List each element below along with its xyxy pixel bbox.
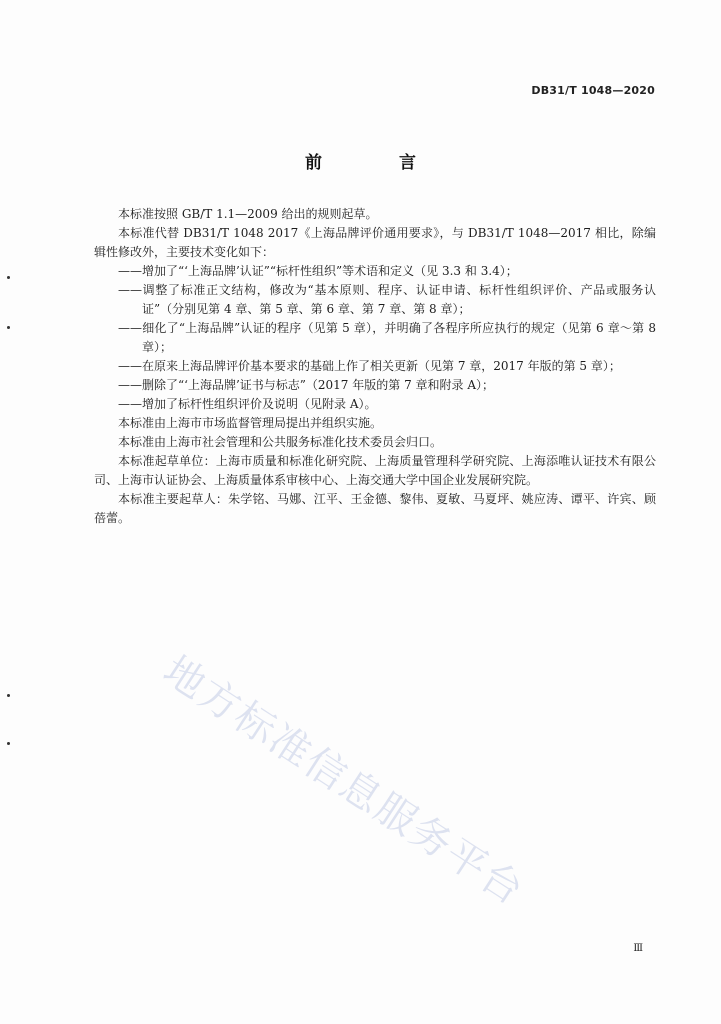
- dash-marker: ——: [118, 378, 142, 392]
- page-number: Ⅲ: [633, 943, 643, 954]
- change-item: [94, 395, 656, 414]
- change-item: [94, 376, 656, 395]
- watermark: 地方标准信息服务平台: [155, 647, 533, 915]
- change-item-text: 细化了“上海品牌”认证的程序（见第 5 章），并明确了各程序所应执行的规定（见第 6 章～第 8 章）；: [142, 321, 656, 354]
- paragraph-replacement: 本标准代替 DB31/T 1048 2017《上海品牌评价通用要求》，与 DB31/T 1048—2017 相比，除编辑性修改外，主要技术变化如下：: [94, 226, 656, 259]
- dash-marker: ——: [118, 321, 142, 335]
- paragraph-drafting-units: 本标准起草单位：上海市质量和标准化研究院、上海质量管理科学研究院、上海添唯认证技术有限公司、上海市认证协会、上海质量体系审核中心、上海交通大学中国企业发展研究院。: [94, 454, 656, 487]
- margin-mark: [7, 742, 10, 745]
- change-item-text: 删除了“‘上海品牌’证书与标志”（2017 年版的第 7 章和附录 A）；: [142, 378, 494, 392]
- change-item: [94, 281, 656, 319]
- dash-marker: ——: [118, 264, 142, 278]
- margin-mark: [7, 326, 10, 329]
- paragraph-committee: 本标准由上海市社会管理和公共服务标准化技术委员会归口。: [118, 435, 443, 449]
- change-item-text: 调整了标准正文结构，修改为“基本原则、程序、认证申请、标杆性组织评价、产品或服务认证”（分别见第 4 章、第 5 章、第 6 章、第 7 章、第 8 章）；: [142, 283, 656, 316]
- dash-marker: ——: [118, 283, 142, 297]
- paragraph-drafting-rules: 本标准按照 GB/T 1.1—2009 给出的规则起草。: [118, 207, 378, 221]
- page-title: 前 言: [305, 153, 446, 173]
- change-item-text: 增加了“‘上海品牌’认证”“标杆性组织”等术语和定义（见 3.3 和 3.4）；: [142, 264, 518, 278]
- change-item: [94, 357, 656, 376]
- standard-code: DB31/T 1048—2020: [531, 84, 655, 97]
- change-item-text: 在原来上海品牌评价基本要求的基础上作了相关更新（见第 7 章，2017 年版的第 5 章）；: [142, 359, 621, 373]
- dash-marker: ——: [118, 359, 142, 373]
- paragraph-proposer: 本标准由上海市市场监督管理局提出并组织实施。: [118, 416, 383, 430]
- change-item: [94, 262, 656, 281]
- change-item: [94, 319, 656, 357]
- paragraph-drafters: 本标准主要起草人：朱学铭、马娜、江平、王金德、黎伟、夏敏、马夏坪、姚应涛、谭平、许宾、顾蓓蕾。: [94, 492, 656, 525]
- change-item-text: 增加了标杆性组织评价及说明（见附录 A）。: [142, 397, 377, 411]
- margin-mark: [7, 694, 10, 697]
- dash-marker: ——: [118, 397, 142, 411]
- foreword-body: [94, 205, 656, 528]
- margin-mark: [7, 276, 10, 279]
